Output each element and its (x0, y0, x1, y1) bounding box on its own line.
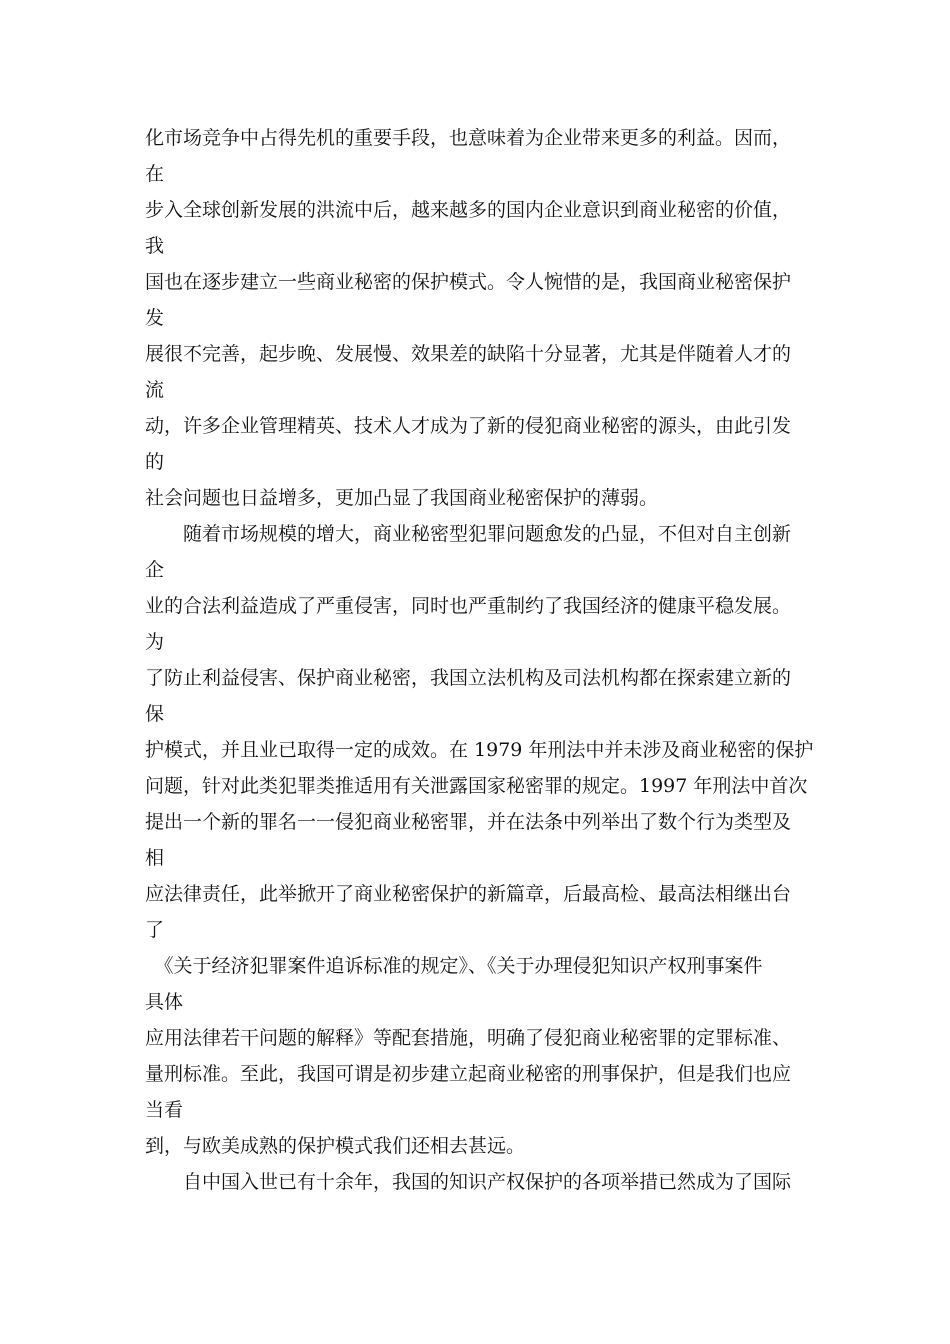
text-line: 自中国入世已有十余年，我国的知识产权保护的各项举措已然成为了国际 (145, 1171, 792, 1193)
text-line: 国也在逐步建立一些商业秘密的保护模式。令人惋惜的是，我国商业秘密保护 (145, 271, 792, 293)
text-line: 在 (145, 163, 165, 185)
text-line: 护模式，并且业已取得一定的成效。在 1979 年刑法中并未涉及商业秘密的保护 (145, 739, 814, 761)
text-line: 随着市场规模的增大，商业秘密型犯罪问题愈发的凸显，不但对自主创新 (145, 523, 792, 545)
text-line: 动，许多企业管理精英、技术人才成为了新的侵犯商业秘密的源头，由此引发 (145, 415, 792, 437)
text-line: 化市场竞争中占得先机的重要手段，也意味着为企业带来更多的利益。因而， (145, 127, 792, 149)
text-line: 发 (145, 307, 165, 329)
text-line: 展很不完善，起步晚、发展慢、效果差的缺陷十分显著，尤其是伴随着人才的 (145, 343, 792, 365)
text-line: 社会问题也日益增多，更加凸显了我国商业秘密保护的薄弱。 (145, 487, 659, 509)
text-line: 相 (145, 847, 165, 869)
text-line: 为 (145, 631, 165, 653)
text-line: 问题，针对此类犯罪类推适用有关泄露国家秘密罪的规定。1997 年刑法中首次 (145, 775, 808, 797)
text-line: 的 (145, 451, 165, 473)
text-line: 业的合法利益造成了严重侵害，同时也严重制约了我国经济的健康平稳发展。 (145, 595, 792, 617)
text-line: 具体 (145, 991, 184, 1013)
text-line: 应用法律若干问题的解释》等配套措施，明确了侵犯商业秘密罪的定罪标准、 (145, 1027, 792, 1049)
text-line: 步入全球创新发展的洪流中后，越来越多的国内企业意识到商业秘密的价值， (145, 199, 792, 221)
text-line: 了防止利益侵害、保护商业秘密，我国立法机构及司法机构都在探索建立新的 (145, 667, 792, 689)
text-line: 当看 (145, 1099, 184, 1121)
text-line: 应法律责任，此举掀开了商业秘密保护的新篇章，后最高检、最高法相继出台 (145, 883, 792, 905)
text-line: 量刑标准。至此，我国可谓是初步建立起商业秘密的刑事保护，但是我们也应 (145, 1063, 792, 1085)
document-body (145, 120, 825, 1200)
text-line: 我 (145, 235, 165, 257)
text-line: 企 (145, 559, 165, 581)
text-line: 到，与欧美成熟的保护模式我们还相去甚远。 (145, 1135, 526, 1157)
text-line: 了 (145, 919, 165, 941)
text-line: 流 (145, 379, 165, 401)
text-line: 保 (145, 703, 165, 725)
text-line: 《关于经济犯罪案件追诉标准的规定》、《关于办理侵犯知识产权刑事案件 (145, 955, 763, 977)
text-line: 提出一个新的罪名一一侵犯商业秘密罪，并在法条中列举出了数个行为类型及 (145, 811, 792, 833)
